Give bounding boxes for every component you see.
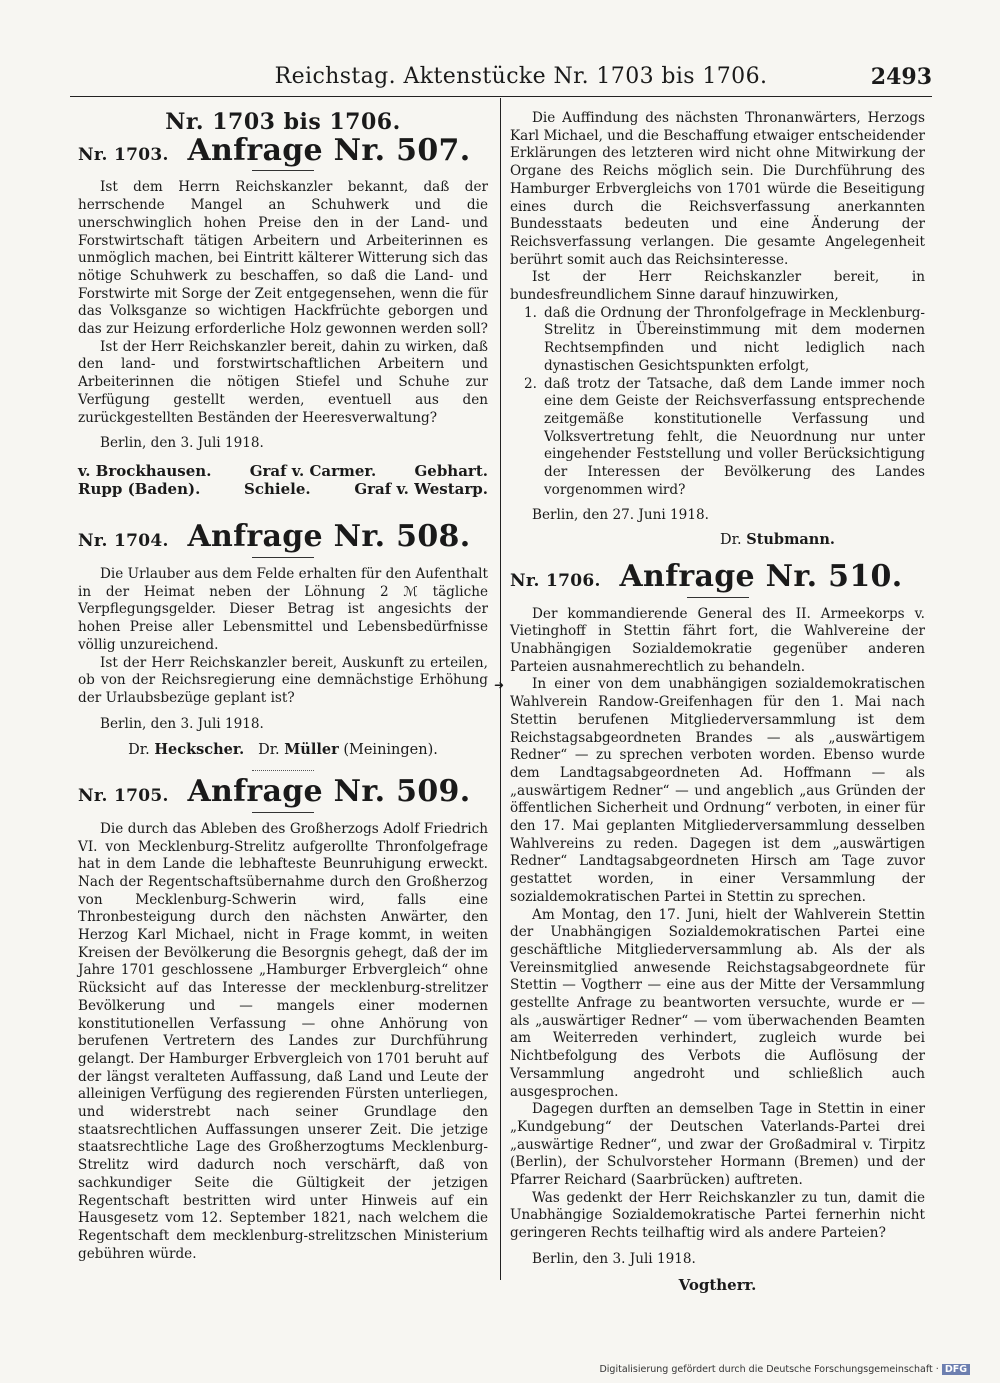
paragraph: Ist dem Herrn Reichskanzler bekannt, daß der herrschende Mangel an Schuhwerk und die unerschwinglich hohen Preise den in der Land- und Forstwirtschaft tätigen Arbeitern und Arbeiterinnen es unmöglich machen, bei Eintritt kälterer Witterung sich das nötige Schuhwerk zu beschaffen, so daß die Land- und Forstwirte mit Sorge der Zeit entgegensehen, wenn die für das Volksganze so wichtigen Hackfrüchte geborgen und das zur Heizung erforderliche Holz gewonnen werden soll? [78, 179, 488, 338]
section-number: Nr. 1703. [78, 144, 169, 165]
paragraph: Dagegen durften an demselben Tage in Stettin in einer „Kundgebung“ der Deutschen Vaterlands-Partei drei „auswärtige Redner“, und zwar der Großadmiral v. Tirpitz (Berlin), der Schulvorsteher Hormann (Bremen) und der Pfarrer Reichard (Saarbrücken) auftreten. [510, 1101, 925, 1189]
header-rule [70, 96, 932, 97]
section-number: Nr. 1704. [78, 531, 169, 552]
range-title: Nr. 1703 bis 1706. [165, 109, 401, 135]
signatory: Rupp (Baden). [78, 479, 201, 498]
right-column [510, 100, 925, 1294]
short-rule [252, 557, 314, 558]
title-prefix: Dr. [258, 742, 280, 759]
running-title: Reichstag. Aktenstücke Nr. 1703 bis 1706. [274, 64, 768, 89]
dfg-logo: DFG [942, 1364, 970, 1375]
paragraph: Die durch das Ableben des Großherzogs Adolf Friedrich VI. von Mecklenburg-Strelitz aufgerollte Thronfolgefrage hat in dem Lande die lebhafteste Beunruhigung erweckt. Nach der Regentschaftsübernahme durch den Großherzog von Mecklenburg-Schwerin wird, falls eine Thronbesteigung durch den nächsten Anwärter, den Herzog Karl Michael, nicht in Frage kommt, in weiten Kreisen der Bevölkerung die Besorgnis gehegt, daß der im Jahre 1701 geschlossene „Hamburger Erbvergleich“ ohne Rücksicht auf das Interesse der mecklenburg-strelitzer Bevölkerung und — mangels einer modernen konstitutionellen Verfassung — ohne Anhörung von berufenen Vertretern des Landes zur Durchführung gelangt. Der Hamburger Erbvergleich von 1701 beruht auf der längst veralteten Auffassung, daß Land und Leute der alleinigen Verfügung des regierenden Fürsten unterliegen, und widerstrebt nach seiner Grundlage den staatsrechtlichen Auffassungen unserer Zeit. Die jetzige staatsrechtliche Lage des Großherzogtums Mecklenburg-Strelitz wird dadurch noch verschärft, daß von sachkundiger Seite die Gültigkeit der jetzigen Regentschaft bestritten wird unter Hinweis auf ein Hausgesetz vom 12. September 1821, nach welchem die Regentschaft dem mecklenburg-strelitzschen Ministerium gebühren würde. [78, 820, 488, 1262]
footer-text: Digitalisierung gefördert durch die Deutsche Forschungsgemeinschaft · [599, 1364, 939, 1375]
signatory: Müller [284, 741, 339, 759]
list-text: daß trotz der Tatsache, daß dem Lande immer noch eine dem Geiste der Reichsverfassung entsprechende zeitgemäße konstitutionelle Verfassung und Volksvertretung fehlt, die Neuordnung nur unter eingehender Feststellung und voller Berücksichtigung der Interessen der Bevölkerung des Landes vorgenommen wird? [544, 375, 925, 498]
signature-line [78, 481, 488, 499]
title-prefix: Dr. [720, 532, 742, 549]
signature-line [78, 463, 488, 481]
list-text: daß die Ordnung der Thronfolgefrage in Mecklenburg-Strelitz in Übereinstimmung mit dem modernen Rechtsempfinden und nicht lediglich nach dynastischen Gesichtspunkten erfolgt, [544, 304, 925, 374]
paragraph: Ist der Herr Reichskanzler bereit, Auskunft zu erteilen, ob von der Reichsregierung eine demnächstige Erhöhung der Urlaubsbezüge geplant ist? [78, 654, 488, 706]
section-heading-1706 [510, 558, 925, 594]
section-title: Anfrage Nr. 507. [187, 132, 471, 168]
date-line: Berlin, den 3. Juli 1918. [100, 715, 264, 732]
paragraph: In einer von dem unabhängigen sozialdemokratischen Wahlverein Randow-Greifenhagen für den 1. Mai nach Stettin berufenen Mitgliederversammlung ist dem Reichstagsabgeordneten Brandes — als „auswärtigem Redner“ — zu sprechen verboten worden. Ebenso wurde dem Landtagsabgeordneten Ad. Hoffmann — als „auswärtigem Redner“ — und angeblich „aus Gründen der öffentlichen Sicherheit und Ordnung“ verboten, in einer für den 17. Mai geplanten Mitgliederversammlung desselben Wahlvereins zu reden. Dagegen ist dem „auswärtigen Redner“ Landtagsabgeordneten Hirsch am Tage zuvor gestattet worden, in einer Versammlung der sozialdemokratischen Partei in Stettin zu sprechen. [510, 676, 925, 905]
margin-arrow-mark: ➜ [494, 678, 505, 692]
list-number: 1. [524, 304, 537, 321]
list-number: 2. [524, 375, 537, 392]
spacer [510, 550, 925, 558]
section-number: Nr. 1706. [510, 570, 601, 591]
signature-block [78, 463, 488, 498]
section-title: Anfrage Nr. 510. [619, 558, 903, 594]
signatory: v. Brockhausen. [78, 461, 212, 480]
date-line: Berlin, den 3. Juli 1918. [532, 1250, 696, 1267]
paragraph: Ist der Herr Reichskanzler bereit, dahin zu wirken, daß den land- und forstwirtschaftlichen Arbeitern und Arbeiterinnen die nötigen Stiefel und Schuhe zur Verfügung gestellt werden, eventuell aus den zurückgestellten Beständen der Heeresverwaltung? [78, 338, 488, 426]
signature-block [78, 741, 488, 760]
signatory: Stubmann. [746, 531, 835, 549]
title-prefix: Dr. [128, 742, 150, 759]
signatory: Gebhart. [414, 461, 488, 480]
section-heading-1703 [78, 132, 488, 168]
page-number: 2493 [870, 64, 932, 90]
signatory: Graf v. Westarp. [354, 479, 488, 498]
paragraph: Die Auffindung des nächsten Thronanwärters, Herzogs Karl Michael, und die Beschaffung etwaiger entscheidender Erklärungen des letzteren wird nicht ohne Mitwirkung der Organe des Reichs möglich sein. Die Durchführung des Hamburger Erbvergleichs von 1701 würde die Beseitigung eines durch die Reichsverfassung anerkannten Bundesstaats bedeuten und eine Änderung der Reichsverfassung verlangen. Die gesamte Angelegenheit berührt somit auch das Reichsinteresse. [510, 110, 925, 268]
dotted-rule [252, 770, 314, 771]
list-item [524, 376, 925, 500]
date-line: Berlin, den 3. Juli 1918. [100, 435, 264, 452]
section-number: Nr. 1705. [78, 786, 169, 807]
paragraph: Der kommandierende General des II. Armeekorps v. Vietinghoff in Stettin fährt fort, die Wahlvereine der Unabhängigen Sozialdemokratie gegenüber anderen Parteien ausnahmerechtlich zu behandeln. [510, 605, 925, 675]
signature-block: Vogtherr. [678, 1275, 757, 1294]
date-line: Berlin, den 27. Juni 1918. [532, 507, 709, 524]
left-column [78, 100, 488, 1263]
short-rule [687, 597, 749, 598]
short-rule [252, 170, 314, 171]
digitization-footer [590, 1364, 970, 1375]
signatory: Schiele. [244, 479, 311, 498]
paragraph: Was gedenkt der Herr Reichskanzler zu tun, damit die Unabhängige Sozialdemokratische Partei fernerhin nicht geringeren Rechts teilhaftig wird als andere Parteien? [510, 1189, 925, 1242]
section-heading-1704 [78, 519, 488, 555]
running-header [70, 62, 932, 92]
short-rule [252, 812, 314, 813]
section-title: Anfrage Nr. 508. [187, 519, 471, 555]
signatory: Graf v. Carmer. [249, 461, 377, 480]
section-heading-1705 [78, 774, 488, 810]
signatory: Heckscher. [154, 741, 245, 759]
paragraph: Am Montag, den 17. Juni, hielt der Wahlverein Stettin der Unabhängigen Sozialdemokratischen Partei eine geschäftliche Mitgliederversammlung ab. Als der als Vereinsmitglied anwesende Reichstagsabgeordnete für Stettin — Vogtherr — eine aus der Mitte der Versammlung gestellte Anfrage zu beantworten versuchte, wurde er — als „auswärtiger Redner“ — vom überwachenden Beamten am Weiterreden verhindert, zugleich wurde bei Nichtbefolgung des Verbots die Auflösung der Versammlung angedroht und schließlich auch ausgesprochen. [510, 906, 925, 1100]
spacer [78, 498, 488, 518]
list-item [524, 305, 925, 376]
signature-block [510, 531, 925, 550]
numbered-list [510, 305, 925, 500]
paragraph: Ist der Herr Reichskanzler bereit, in bundesfreundlichem Sinne darauf hinzuwirken, [510, 269, 925, 304]
paragraph: Die Urlauber aus dem Felde erhalten für den Aufenthalt in der Heimat neben der Löhnung 2 ℳ tägliche Verpflegungsgelder. Dieser Betrag ist angesichts der hohen Preise aller Lebensmittel und Lebensbedürfnisse völlig unzureichend. [78, 566, 488, 653]
signatory-note: (Meiningen). [343, 742, 438, 759]
section-title: Anfrage Nr. 509. [187, 774, 471, 810]
